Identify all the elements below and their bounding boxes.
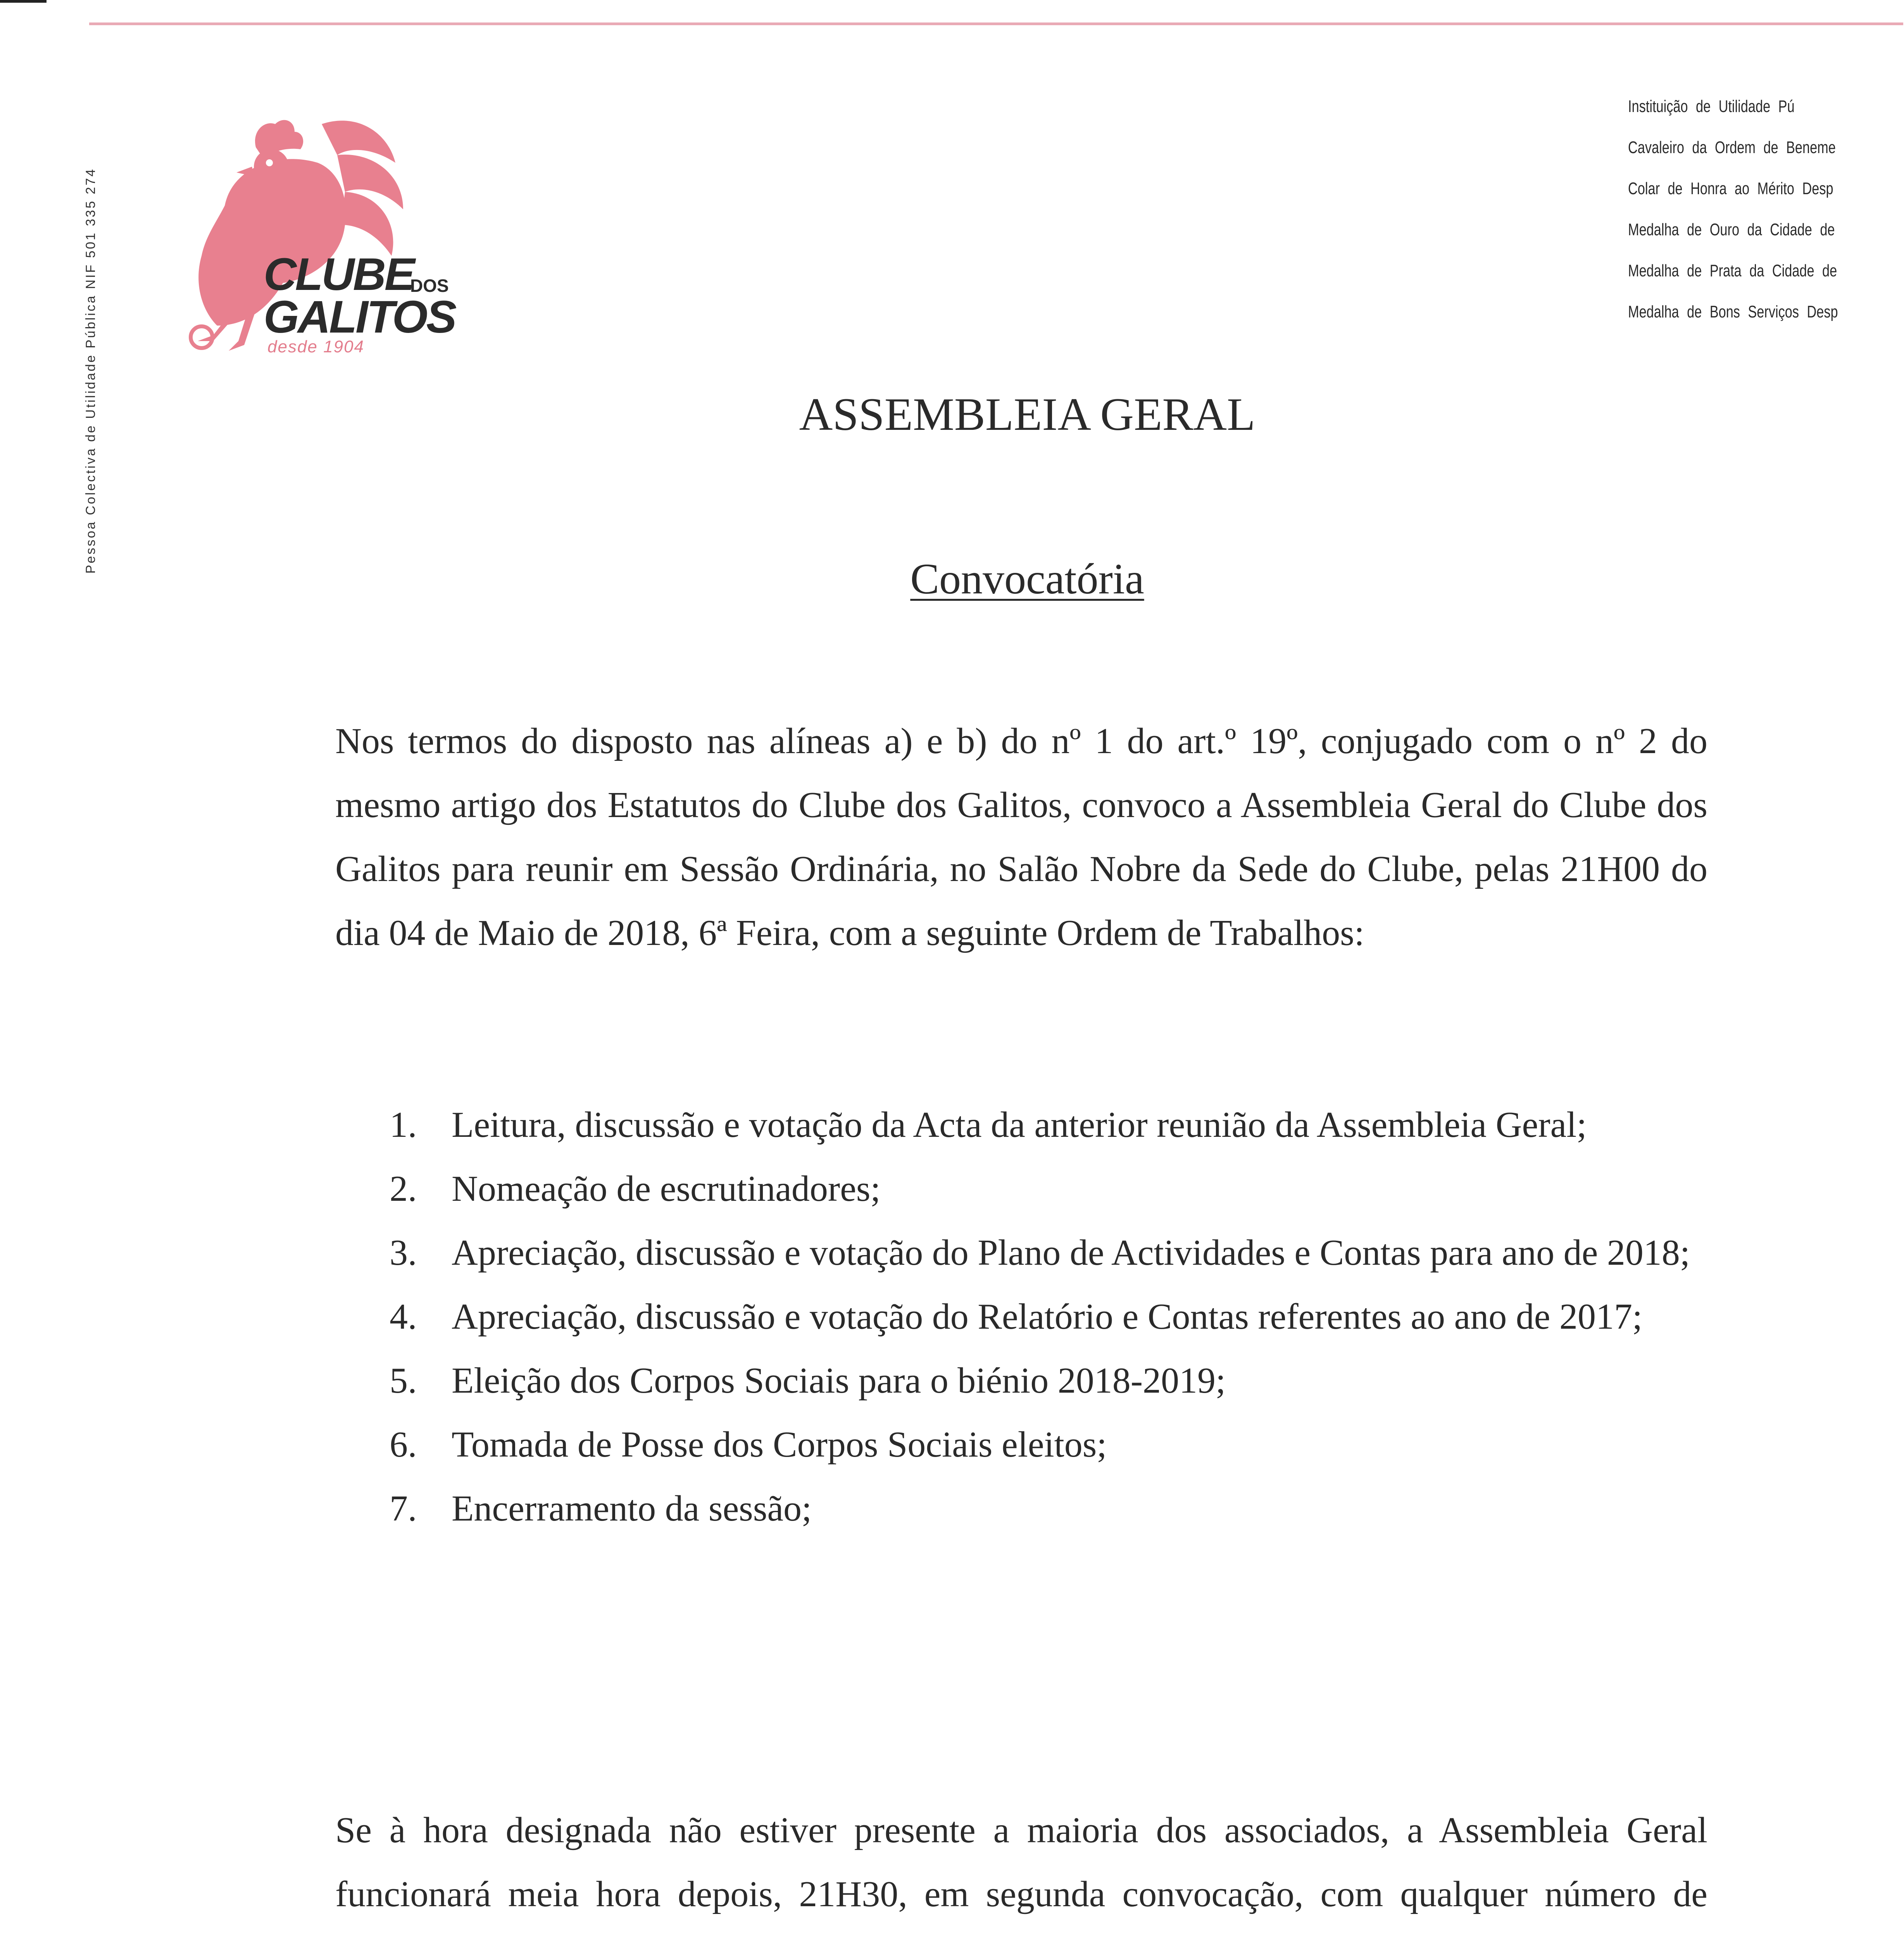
document-subtitle-wrap [0, 554, 1904, 604]
club-founded: desde 1904 [267, 337, 364, 356]
honor-item: Medalha de Prata da Cidade de [1628, 261, 1837, 280]
agenda-list [390, 1093, 1707, 1541]
agenda-item-number: 2. [390, 1169, 417, 1209]
agenda-item [390, 1349, 1707, 1413]
agenda-item-number: 1. [390, 1105, 417, 1145]
agenda-item [390, 1477, 1707, 1541]
honor-item: Instituição de Utilidade Pú [1628, 97, 1795, 116]
agenda-item [390, 1157, 1707, 1221]
agenda-item [390, 1093, 1707, 1157]
legal-status-note: Pessoa Colectiva de Utilidade Pública NIF 501 335 274 [83, 167, 98, 574]
agenda-item-number: 7. [390, 1488, 417, 1529]
agenda-item-number: 4. [390, 1297, 417, 1337]
honor-item: Cavaleiro da Ordem de Beneme [1628, 138, 1836, 157]
agenda-item-text: Nomeação de escrutinadores; [452, 1169, 881, 1209]
header-rule [89, 22, 1903, 25]
document-subtitle: Convocatória [910, 555, 1144, 603]
agenda-item-number: 5. [390, 1360, 417, 1401]
agenda-item-number: 3. [390, 1233, 417, 1273]
scan-corner-mark [0, 0, 47, 3]
honors-list [1628, 86, 1904, 333]
club-name-dos: DOS [410, 276, 449, 296]
club-name-line1: CLUBE [264, 249, 414, 300]
honor-item: Medalha de Bons Serviços Desp [1628, 302, 1838, 321]
agenda-item-number: 6. [390, 1424, 417, 1465]
convocation-paragraph: Nos termos do disposto nas alíneas a) e b) do nº 1 do art.º 19º, conjugado com o nº 2 do mesmo artigo dos Estatutos do Clube dos Galitos, convoco a Assembleia Geral do Clube dos Galitos para reunir em Sessão Ordinária, no Salão Nobre da Sede do Clube, pelas 21H00 do dia 04 de Maio de 2018, 6ª Feira, com a seguinte Ordem de Trabalhos: [335, 721, 1707, 953]
honor-item: Colar de Honra ao Mérito Desp [1628, 179, 1833, 198]
agenda-item [390, 1285, 1707, 1349]
agenda-item-text: Apreciação, discussão e votação do Plano de Actividades e Contas para ano de 2018; [452, 1233, 1690, 1273]
agenda-item [390, 1221, 1707, 1285]
honor-item: Medalha de Ouro da Cidade de [1628, 220, 1835, 239]
second-call-paragraph: Se à hora designada não estiver presente a maioria dos associados, a Assembleia Geral funcionará meia hora depois, 21H30, em segunda convocação, com qualquer número de [335, 1810, 1707, 1914]
agenda-item-text: Apreciação, discussão e votação do Relatório e Contas referentes ao ano de 2017; [452, 1297, 1643, 1337]
document-title: ASSEMBLEIA GERAL [799, 388, 1256, 440]
agenda-item-text: Tomada de Posse dos Corpos Sociais eleitos; [452, 1424, 1107, 1465]
club-name-line2: GALITOS [264, 291, 455, 343]
agenda-item-text: Eleição dos Corpos Sociais para o biénio 2018-2019; [452, 1360, 1226, 1401]
agenda-item [390, 1413, 1707, 1477]
agenda-item-text: Leitura, discussão e votação da Acta da anterior reunião da Assembleia Geral; [452, 1105, 1587, 1145]
agenda-item-text: Encerramento da sessão; [452, 1488, 812, 1529]
